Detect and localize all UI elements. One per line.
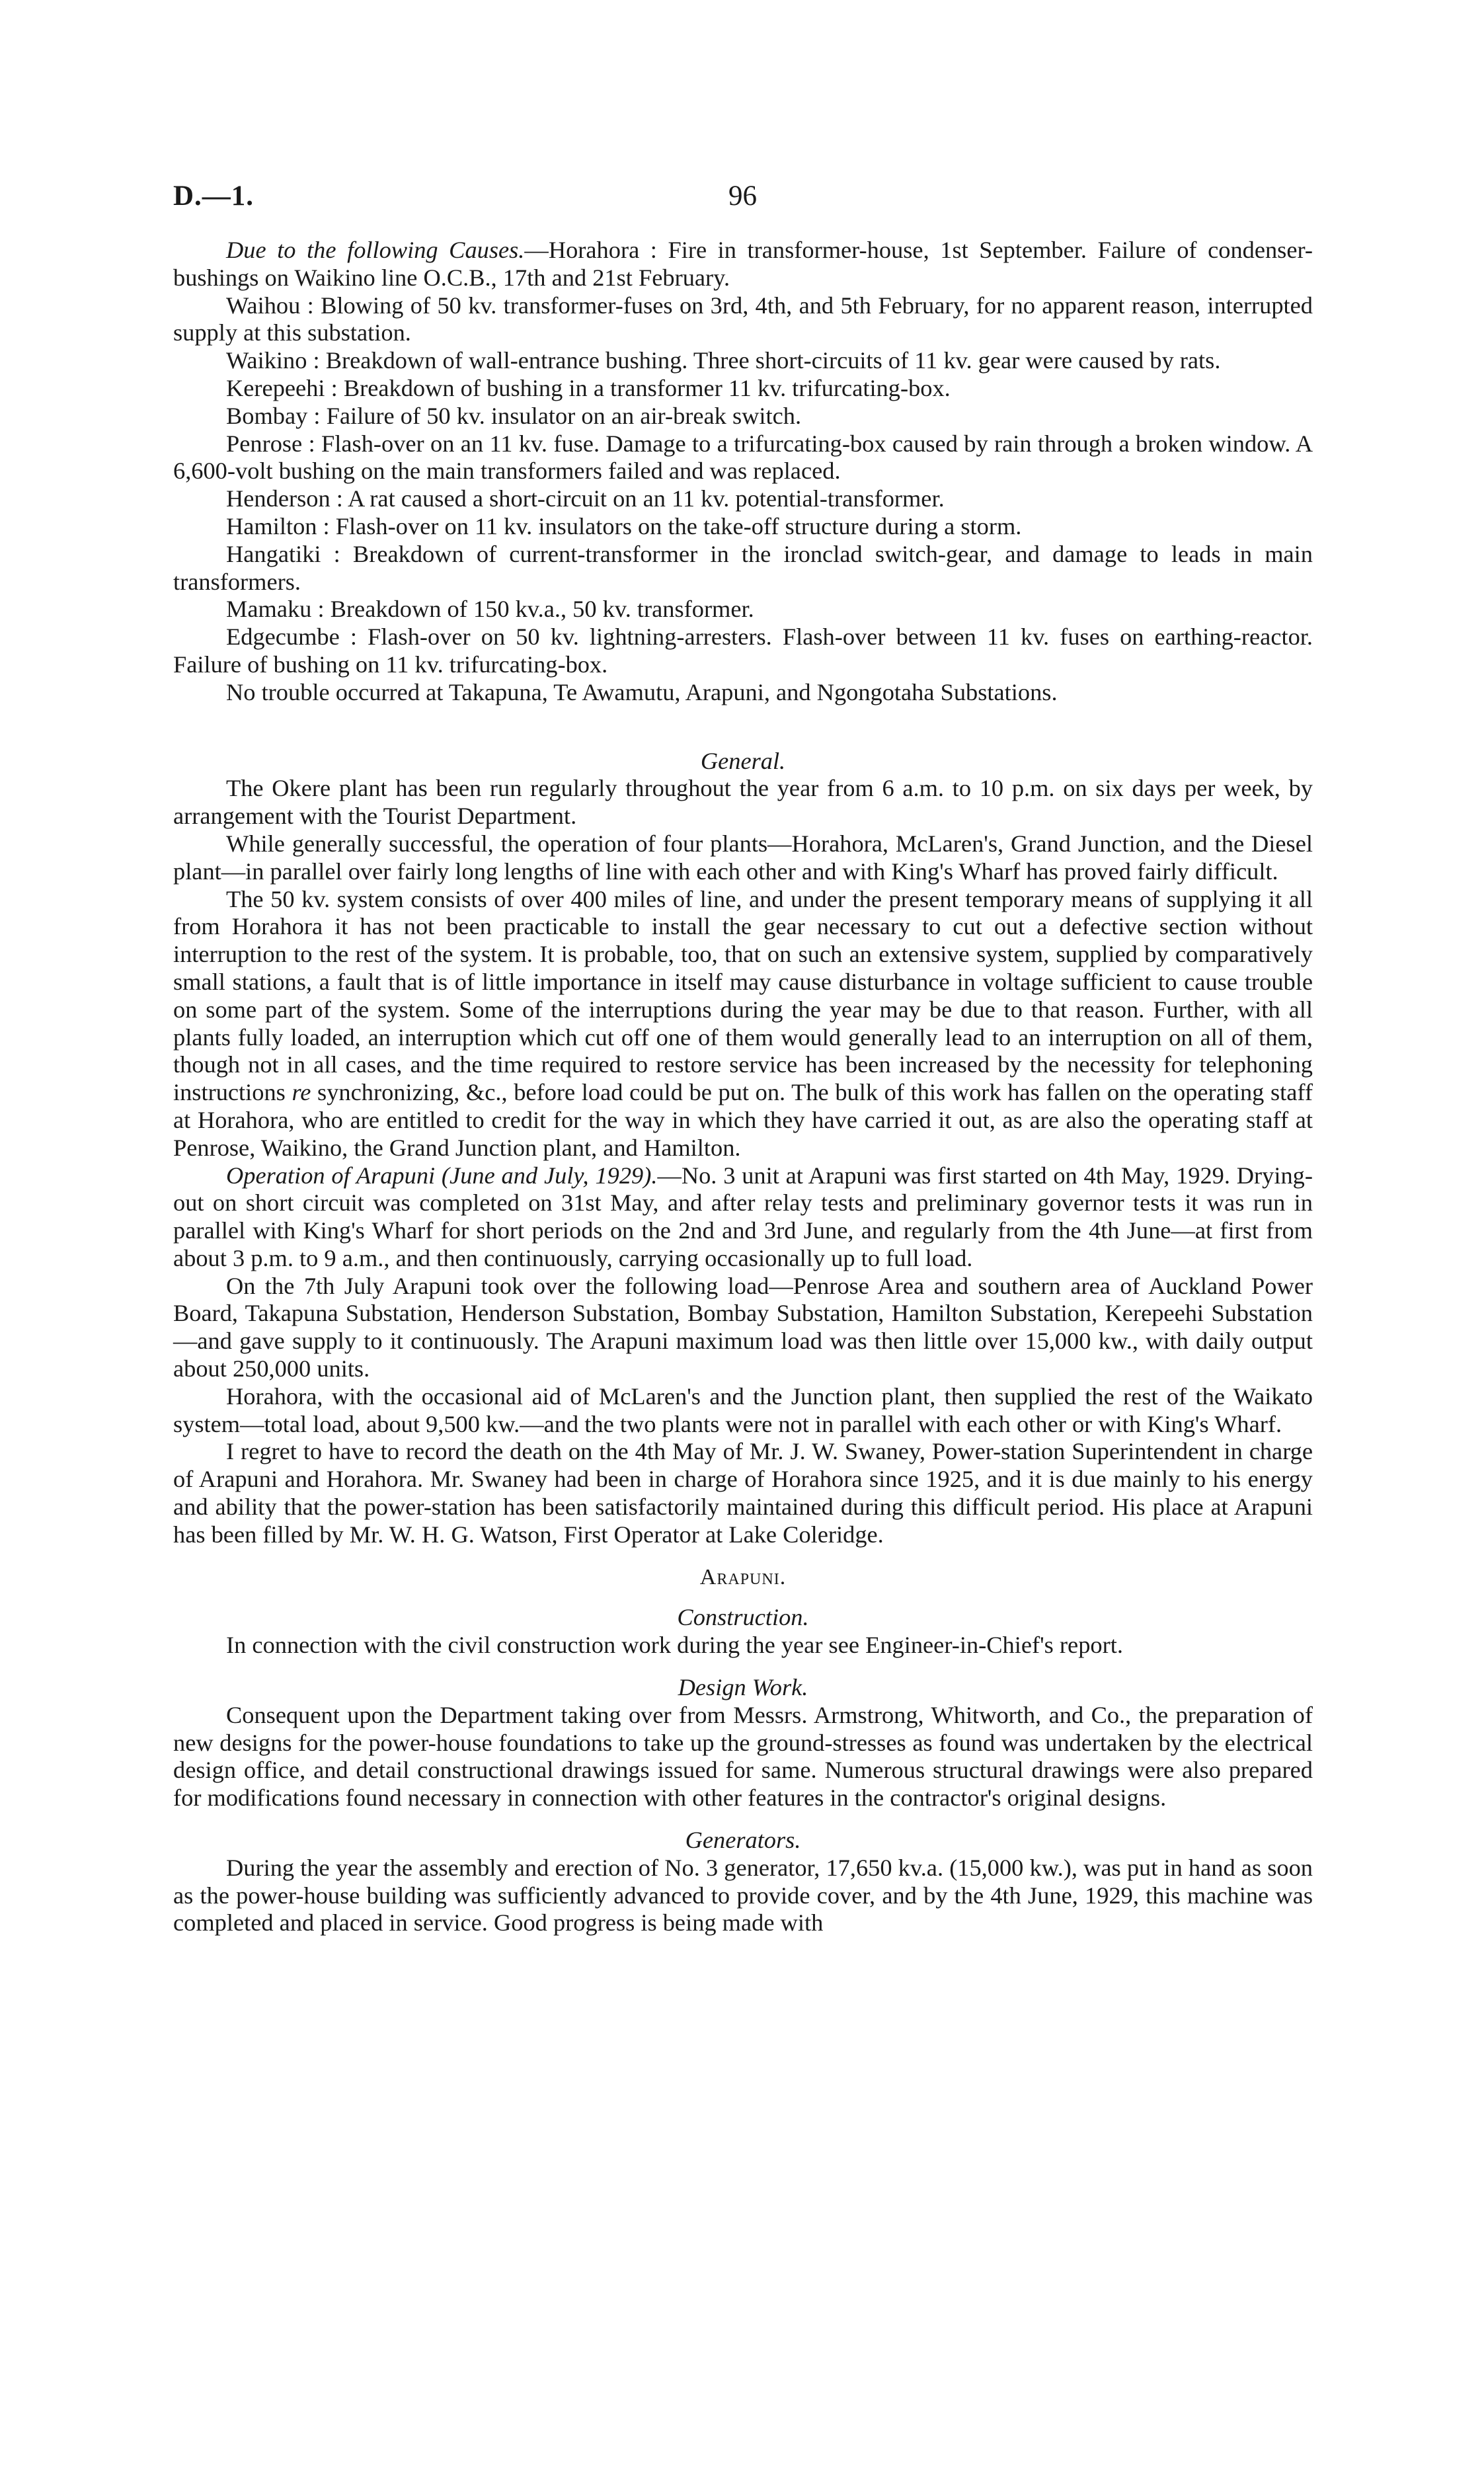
cause-item-waikino: Waikino : Breakdown of wall-entrance bushing. Three short-circuits of 11 kv. gear were caused by rats. [226,347,1221,374]
page-body [173,237,1313,1937]
cause-item-waihou: Waihou : Blowing of 50 kv. transformer-fuses on 3rd, 4th, and 5th February, for no apparent reason, interrupted supply at this substation. [173,292,1313,346]
cause-item-edgecumbe: Edgecumbe : Flash-over on 50 kv. lightning-arresters. Flash-over between 11 kv. fuses on earthing-reactor. Failure of bushing on 11 kv. trifurcating-box. [173,623,1313,678]
page-header [173,180,1313,213]
general-paragraph: The Okere plant has been run regularly throughout the year from 6 a.m. to 10 p.m. on six days per week, by arrangement with the Tourist Department. [173,775,1313,830]
cause-item-no-trouble: No trouble occurred at Takapuna, Te Awamutu, Arapuni, and Ngongotaha Substations. [226,678,1058,705]
design-work-heading: Design Work. [678,1674,808,1701]
arapuni-operation-paragraph: Operation of Arapuni (June and July, 1929).—No. 3 unit at Arapuni was first started on 4th May, 1929. Drying-out on short circuit was completed on 31st May, and after relay tests and preliminary governor tests it was run in parallel with King's Wharf for short periods on the 2nd and 3rd June, and regularly from the 4th June—at first from about 3 p.m. to 9 a.m., and then continuously, carrying occasionally up to full load. [173,1162,1313,1271]
construction-heading: Construction. [677,1604,809,1631]
cause-item-mamaku: Mamaku : Breakdown of 150 kv.a., 50 kv. transformer. [226,596,754,623]
causes-intro [173,237,1313,292]
cause-item-hamilton: Hamilton : Flash-over on 11 kv. insulators on the take-off structure during a storm. [226,512,1022,539]
general-paragraph: On the 7th July Arapuni took over the following load—Penrose Area and southern area of Auckland Power Board, Takapuna Substation, Henderson Substation, Bombay Substation, Hamilton Substation, Kerepeehi Substation—and gave supply to it continuously. The Arapuni maximum load was then little over 15,000 kw., with daily output about 250,000 units. [173,1272,1313,1382]
general-paragraph-system: The 50 kv. system consists of over 400 miles of line, and under the present temporary means of supplying it all from Horahora it has not been practicable to install the gear necessary to cut out a defective section without interruption to the rest of the system. It is probable, too, that on such an extensive system, supplied by comparatively small stations, a fault that is of little importance in itself may cause disturbance in voltage sufficient to cause trouble on some part of the system. Some of the interruptions during the year may be due to that reason. Further, with all plants fully loaded, an interruption which cut off one of them would generally lead to an interruption on all of them, though not in all cases, and the time required to restore service has been increased by the necessity for telephoning instructions re synchronizing, &c., before load could be put on. The bulk of this work has fallen on the operating staff at Horahora, who are entitled to credit for the way in which they have carried it out, as are also the operating staff at Penrose, Waikino, the Grand Junction plant, and Hamilton. [173,885,1313,1161]
cause-item-bombay: Bombay : Failure of 50 kv. insulator on an air-break switch. [226,402,802,429]
generators-heading: Generators. [685,1827,801,1854]
cause-item-henderson: Henderson : A rat caused a short-circuit on an 11 kv. potential-transformer. [226,485,945,512]
arapuni-operation-label: Operation of Arapuni (June and July, 1929). [226,1162,658,1189]
construction-paragraph: In connection with the civil construction work during the year see Engineer-in-Chief's report. [226,1632,1123,1659]
document-code: D.—1. [173,180,254,212]
cause-item-kerepeehi: Kerepeehi : Breakdown of bushing in a transformer 11 kv. trifurcating-box. [226,374,951,401]
causes-label: Due to the following Causes. [226,237,525,263]
general-paragraph: While generally successful, the operation of four plants—Horahora, McLaren's, Grand Junction, and the Diesel plant—in parallel over fairly long lengths of line with each other and with King's Wharf has proved fairly difficult. [173,830,1313,885]
cause-item-penrose: Penrose : Flash-over on an 11 kv. fuse. Damage to a trifurcating-box caused by rain through a broken window. A 6,600-volt bushing on the main transformers failed and was replaced. [173,430,1313,485]
general-paragraph: I regret to have to record the death on the 4th May of Mr. J. W. Swaney, Power-station Superintendent in charge of Arapuni and Horahora. Mr. Swaney had been in charge of Horahora since 1925, and it is due mainly to his energy and ability that the power-station has been satisfactorily maintained during this difficult period. His place at Arapuni has been filled by Mr. W. H. G. Watson, First Operator at Lake Coleridge. [173,1438,1313,1548]
causes-lead-text: —Horahora : Fire in transformer-house, 1st September. Failure of condenser-bushings on Waikino line O.C.B., 17th and 21st February. [173,237,1313,291]
arapuni-heading: Arapuni. [699,1564,787,1589]
page-number: 96 [728,180,757,212]
general-paragraph: Horahora, with the occasional aid of McLaren's and the Junction plant, then supplied the rest of the Waikato system—total load, about 9,500 kw.—and the two plants were not in parallel with each other or with King's Wharf. [173,1382,1313,1437]
general-heading: General. [700,747,786,774]
design-work-paragraph: Consequent upon the Department taking over from Messrs. Armstrong, Whitworth, and Co., the preparation of new designs for the power-house foundations to take up the ground-stresses as found was undertaken by the electrical design office, and detail constructional drawings issued for same. Numerous structural drawings were also prepared for modifications found necessary in connection with other features in the contractor's original designs. [173,1701,1313,1812]
cause-item-hangatiki: Hangatiki : Breakdown of current-transformer in the ironclad switch-gear, and damage to leads in main transformers. [173,540,1313,595]
generators-paragraph: During the year the assembly and erection of No. 3 generator, 17,650 kv.a. (15,000 kw.), was put in hand as soon as the power-house building was sufficiently advanced to provide cover, and by the 4th June, 1929, this machine was completed and placed in service. Good progress is being made with [173,1854,1313,1937]
